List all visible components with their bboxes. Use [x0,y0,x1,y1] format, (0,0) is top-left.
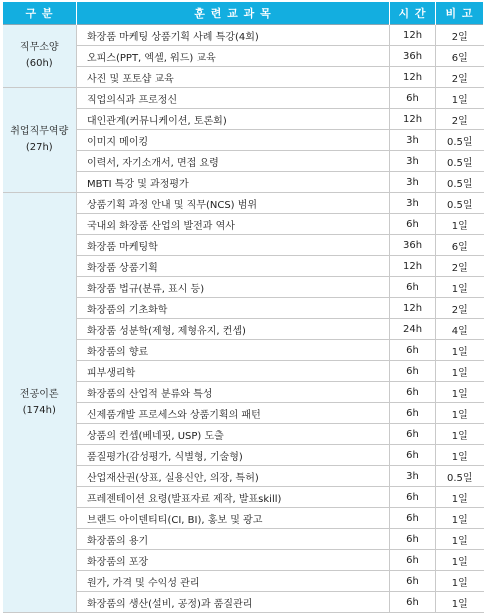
hours-cell: 6h [390,550,436,571]
note-cell: 1일 [436,424,484,445]
note-cell: 1일 [436,571,484,592]
note-cell: 1일 [436,487,484,508]
course-cell: 화장품 성분학(제형, 제형유지, 컨셉) [77,319,390,340]
hours-cell: 36h [390,46,436,67]
course-cell: 화장품 마케팅학 [77,235,390,256]
header-course: 훈 련 교 과 목 [77,2,390,25]
hours-cell: 6h [390,529,436,550]
category-total-hours: (60h) [25,58,53,69]
table-row [3,25,484,46]
note-cell: 1일 [436,382,484,403]
category-name: 직무소양 [19,42,59,53]
course-cell: 국내외 화장품 산업의 발전과 역사 [77,214,390,235]
hours-cell: 6h [390,340,436,361]
hours-cell: 6h [390,214,436,235]
table-row [3,88,484,109]
note-cell: 1일 [436,403,484,424]
course-cell: 이력서, 자기소개서, 면접 요령 [77,151,390,172]
course-cell: 화장품의 향료 [77,340,390,361]
course-cell: 화장품 마케팅 상품기획 사례 특강(4회) [77,25,390,46]
note-cell: 1일 [436,550,484,571]
hours-cell: 36h [390,235,436,256]
hours-cell: 12h [390,25,436,46]
hours-cell: 3h [390,193,436,214]
course-cell: 화장품 법규(분류, 표시 등) [77,277,390,298]
course-cell: 산업재산권(상표, 실용신안, 의장, 특허) [77,466,390,487]
note-cell: 2일 [436,298,484,319]
course-cell: 브랜드 아이덴티티(CI, BI), 홍보 및 광고 [77,508,390,529]
category-name: 전공이론 [19,388,59,400]
header-category: 구 분 [3,2,77,25]
hours-cell: 12h [390,256,436,277]
hours-cell: 6h [390,361,436,382]
note-cell: 2일 [436,67,484,88]
hours-cell: 12h [390,67,436,88]
course-cell: 화장품의 기초화학 [77,298,390,319]
hours-cell: 3h [390,130,436,151]
category-name: 취업직무역량 [10,126,69,137]
category-cell [3,88,77,193]
course-cell: 피부생리학 [77,361,390,382]
course-cell: 프레젠테이션 요령(발표자료 제작, 발표skill) [77,487,390,508]
note-cell: 1일 [436,445,484,466]
hours-cell: 6h [390,424,436,445]
hours-cell: 6h [390,592,436,613]
note-cell: 1일 [436,592,484,613]
hours-cell: 3h [390,466,436,487]
note-cell: 1일 [436,508,484,529]
hours-cell: 6h [390,571,436,592]
hours-cell: 6h [390,445,436,466]
course-cell: 신제품개발 프로세스와 상품기획의 패턴 [77,403,390,424]
note-cell: 4일 [436,319,484,340]
note-cell: 2일 [436,25,484,46]
header-note: 비 고 [436,2,484,25]
note-cell: 0.5일 [436,466,484,487]
hours-cell: 6h [390,508,436,529]
course-cell: MBTI 특강 및 과정평가 [77,172,390,193]
note-cell: 2일 [436,256,484,277]
course-cell: 품질평가(감성평가, 식별형, 기술형) [77,445,390,466]
header-hours: 시 간 [390,2,436,25]
course-cell: 화장품의 생산(설비, 공정)과 품질관리 [77,592,390,613]
table-header [3,2,484,25]
hours-cell: 6h [390,88,436,109]
course-cell: 이미지 메이킹 [77,130,390,151]
course-cell: 상품의 컨셉(베네핏, USP) 도출 [77,424,390,445]
hours-cell: 3h [390,172,436,193]
note-cell: 0.5일 [436,193,484,214]
note-cell: 1일 [436,277,484,298]
note-cell: 0.5일 [436,172,484,193]
course-cell: 상품기획 과정 안내 및 직무(NCS) 범위 [77,193,390,214]
hours-cell: 12h [390,298,436,319]
course-cell: 원가, 가격 및 수익성 관리 [77,571,390,592]
header-row [3,2,484,25]
note-cell: 6일 [436,46,484,67]
course-cell: 화장품의 포장 [77,550,390,571]
course-cell: 사진 및 포토샵 교육 [77,67,390,88]
category-total-hours: (174h) [22,404,56,416]
note-cell: 1일 [436,340,484,361]
table-row [3,193,484,214]
note-cell: 6일 [436,235,484,256]
hours-cell: 6h [390,487,436,508]
note-cell: 1일 [436,88,484,109]
hours-cell: 3h [390,151,436,172]
hours-cell: 6h [390,277,436,298]
curriculum-table [2,2,484,613]
hours-cell: 12h [390,109,436,130]
category-cell [3,193,77,613]
note-cell: 1일 [436,214,484,235]
course-cell: 오피스(PPT, 엑셀, 워드) 교육 [77,46,390,67]
course-cell: 화장품 상품기획 [77,256,390,277]
category-cell [3,25,77,88]
category-total-hours: (27h) [25,142,53,153]
hours-cell: 6h [390,382,436,403]
course-cell: 대인관계(커뮤니케이션, 토론회) [77,109,390,130]
hours-cell: 6h [390,403,436,424]
course-cell: 화장품의 산업적 분류와 특성 [77,382,390,403]
note-cell: 0.5일 [436,151,484,172]
note-cell: 0.5일 [436,130,484,151]
note-cell: 2일 [436,109,484,130]
note-cell: 1일 [436,361,484,382]
hours-cell: 24h [390,319,436,340]
course-cell: 직업의식과 프로정신 [77,88,390,109]
note-cell: 1일 [436,529,484,550]
course-cell: 화장품의 용기 [77,529,390,550]
table-body [3,25,484,613]
